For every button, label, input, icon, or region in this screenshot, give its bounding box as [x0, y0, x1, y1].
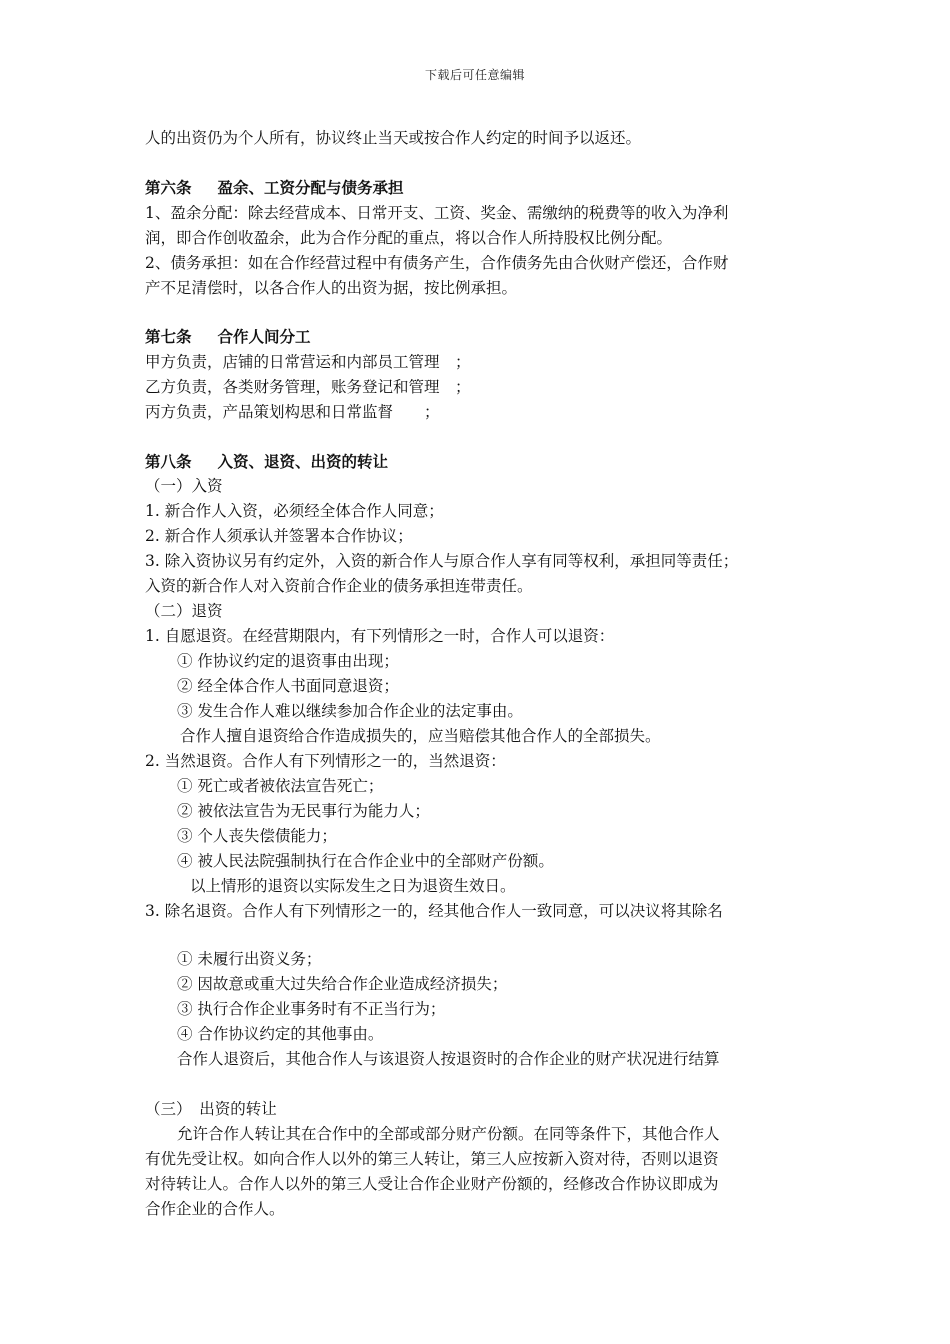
article-7-number: 第七条: [145, 327, 192, 346]
section-3-line-1: 允许合作人转让其在合作中的全部或部分财产份额。在同等条件下，其他合作人: [177, 1125, 720, 1143]
article-6-heading: [145, 176, 404, 200]
section-1-title: （一）入资: [145, 477, 223, 495]
section-3-title: （三） 出资的转让: [145, 1100, 277, 1118]
section-1-line-3: 3. 除入资协议另有约定外，入资的新合作人与原合作人享有同等权利，承担同等责任；: [145, 552, 739, 570]
automatic-item-3: ③ 个人丧失偿债能力；: [177, 827, 337, 845]
automatic-item-4: ④ 被人民法院强制执行在合作企业中的全部财产份额。: [177, 852, 554, 870]
withdrawal-voluntary: 1. 自愿退资。在经营期限内，有下列情形之一时，合作人可以退资：: [145, 627, 615, 645]
voluntary-note: 合作人擅自退资给合作造成损失的，应当赔偿其他合作人的全部损失。: [180, 727, 661, 745]
section-1-line-1: 1. 新合作人入资，必须经全体合作人同意；: [145, 502, 444, 520]
article-8-number: 第八条: [145, 452, 192, 471]
expulsion-item-2: ② 因故意或重大过失给合作企业造成经济损失；: [177, 975, 508, 993]
article-6-number: 第六条: [145, 178, 192, 197]
expulsion-item-3: ③ 执行合作企业事务时有不正当行为；: [177, 1000, 446, 1018]
article-6-line-4: 产不足清偿时，以各合作人的出资为据，按比例承担。: [145, 279, 518, 297]
article-7-line-3: 丙方负责，产品策划构思和日常监督 ；: [145, 403, 440, 421]
page-header: 下载后可任意编辑: [424, 68, 525, 82]
section-3-line-4: 合作企业的合作人。: [145, 1200, 285, 1218]
expulsion-item-4: ④ 合作协议约定的其他事由。: [177, 1025, 384, 1043]
article-6-line-2: 润，即合作创收盈余，此为合作分配的重点，将以合作人所持股权比例分配。: [145, 229, 673, 247]
voluntary-item-3: ③ 发生合作人难以继续参加合作企业的法定事由。: [177, 702, 523, 720]
voluntary-item-1: ① 作协议约定的退资事由出现；: [177, 652, 399, 670]
article-6-title: 盈余、工资分配与债务承担: [217, 178, 404, 197]
article-8-title: 入资、退资、出资的转让: [217, 452, 389, 471]
expulsion-note: 合作人退资后，其他合作人与该退资人按退资时的合作企业的财产状况进行结算: [177, 1050, 720, 1068]
article-6-line-1: 1、盈余分配：除去经营成本、日常开支、工资、奖金、需缴纳的税费等的收入为净利: [145, 204, 729, 222]
automatic-item-1: ① 死亡或者被依法宣告死亡；: [177, 777, 384, 795]
expulsion-item-1: ① 未履行出资义务；: [177, 950, 322, 968]
article-7-line-1: 甲方负责，店铺的日常营运和内部员工管理 ；: [145, 353, 471, 371]
article-7-line-2: 乙方负责，各类财务管理，账务登记和管理 ；: [145, 378, 471, 396]
intro-line: 人的出资仍为个人所有，协议终止当天或按合作人约定的时间予以返还。: [145, 129, 642, 147]
article-8-heading: [145, 450, 388, 474]
section-1-line-4: 入资的新合作人对入资前合作企业的债务承担连带责任。: [145, 577, 533, 595]
section-1-line-2: 2. 新合作人须承认并签署本合作协议；: [145, 527, 413, 545]
withdrawal-automatic: 2. 当然退资。合作人有下列情形之一的，当然退资：: [145, 752, 506, 770]
voluntary-item-2: ② 经全体合作人书面同意退资；: [177, 677, 399, 695]
withdrawal-expulsion: 3. 除名退资。合作人有下列情形之一的，经其他合作人一致同意，可以决议将其除名: [145, 902, 723, 920]
article-6-line-3: 2、债务承担：如在合作经营过程中有债务产生，合作债务先由合伙财产偿还，合作财: [145, 254, 729, 272]
section-2-title: （二）退资: [145, 602, 223, 620]
automatic-item-2: ② 被依法宣告为无民事行为能力人；: [177, 802, 430, 820]
section-3-line-2: 有优先受让权。如向合作人以外的第三人转让，第三人应按新入资对待，否则以退资: [145, 1150, 719, 1168]
article-7-heading: [145, 325, 311, 349]
automatic-note: 以上情形的退资以实际发生之日为退资生效日。: [190, 877, 516, 895]
section-3-line-3: 对待转让人。合作人以外的第三人受让合作企业财产份额的，经修改合作协议即成为: [145, 1175, 719, 1193]
article-7-title: 合作人间分工: [217, 327, 311, 346]
